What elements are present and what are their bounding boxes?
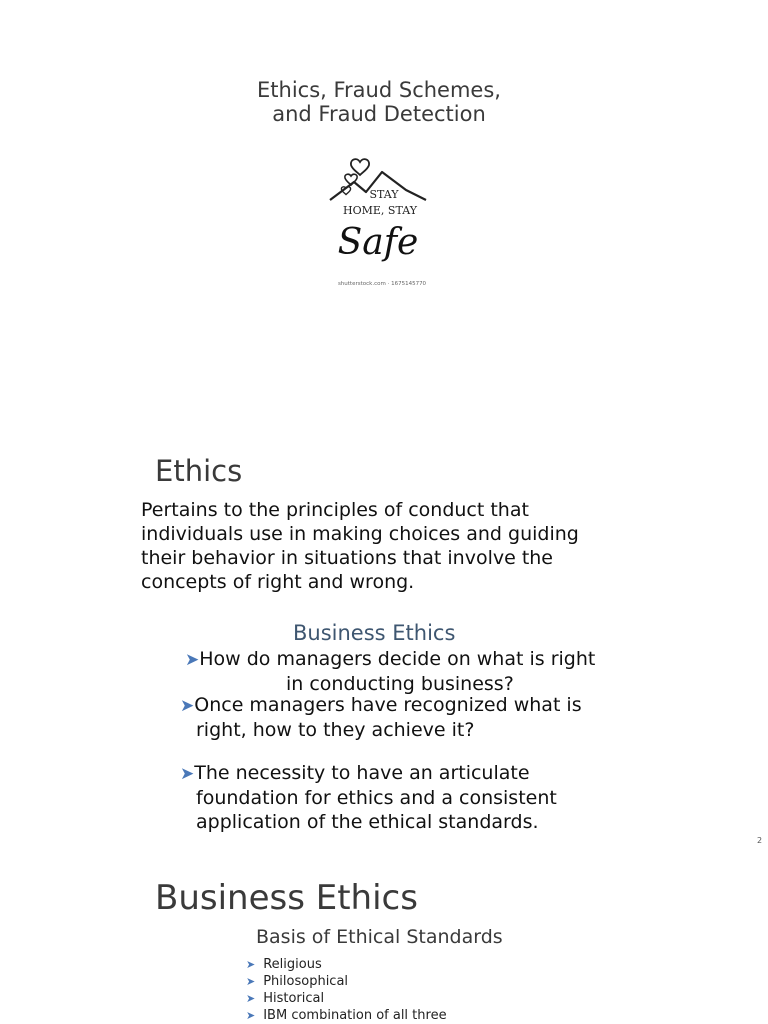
list-item: ➤ Historical [246, 991, 325, 1006]
logo-caption: shutterstock.com · 1675145770 [337, 281, 427, 287]
arrow-bullet-icon: ➤ [185, 650, 200, 670]
bullet3-line2: foundation for ethics and a consistent [196, 787, 557, 809]
bullet-item [180, 693, 640, 742]
logo-line2: HOME, STAY [343, 204, 417, 217]
logo-line1: STAY [369, 188, 399, 201]
bullet3-line1: The necessity to have an articulate [194, 762, 530, 784]
logo-graphic [326, 152, 438, 290]
arrow-bullet-icon: ➤ [246, 975, 256, 988]
definition-line3: their behavior in situations that involve the [141, 547, 553, 569]
bullet1-line2: in conducting business? [286, 673, 514, 695]
list-item: ➤ Philosophical [246, 974, 349, 989]
basis-subheading: Basis of Ethical Standards [256, 926, 503, 948]
arrow-bullet-icon: ➤ [246, 992, 256, 1005]
bullet-item [185, 647, 655, 696]
bullet1-line1: How do managers decide on what is right [199, 648, 596, 670]
bullet2-line2: right, how to they achieve it? [196, 719, 475, 741]
definition-line1: Pertains to the principles of conduct that [141, 499, 529, 521]
bullet-item [180, 761, 640, 834]
business-ethics-heading: Business Ethics [155, 878, 418, 918]
arrow-bullet-icon: ➤ [180, 764, 195, 784]
page-number: 2 [757, 836, 763, 845]
arrow-bullet-icon: ➤ [246, 1009, 256, 1022]
ethics-heading: Ethics [155, 454, 243, 488]
slide1-title-line2: and Fraud Detection [272, 102, 486, 126]
standards-list [246, 956, 447, 1024]
ethics-definition [141, 498, 654, 594]
bullet3-line3: application of the ethical standards. [196, 811, 539, 833]
list-item: ➤ IBM combination of all three [246, 1008, 447, 1023]
slide1-title [0, 78, 758, 126]
arrow-bullet-icon: ➤ [180, 696, 195, 716]
list-item: ➤ Religious [246, 957, 322, 972]
definition-line4: concepts of right and wrong. [141, 571, 415, 593]
logo-line3: Safe [337, 222, 419, 263]
slide1-title-line1: Ethics, Fraud Schemes, [257, 78, 501, 102]
stay-home-stay-safe-logo [326, 152, 438, 290]
business-ethics-subheading: Business Ethics [293, 621, 456, 645]
arrow-bullet-icon: ➤ [246, 958, 256, 971]
definition-line2: individuals use in making choices and guiding [141, 523, 579, 545]
bullet2-line1: Once managers have recognized what is [194, 694, 582, 716]
